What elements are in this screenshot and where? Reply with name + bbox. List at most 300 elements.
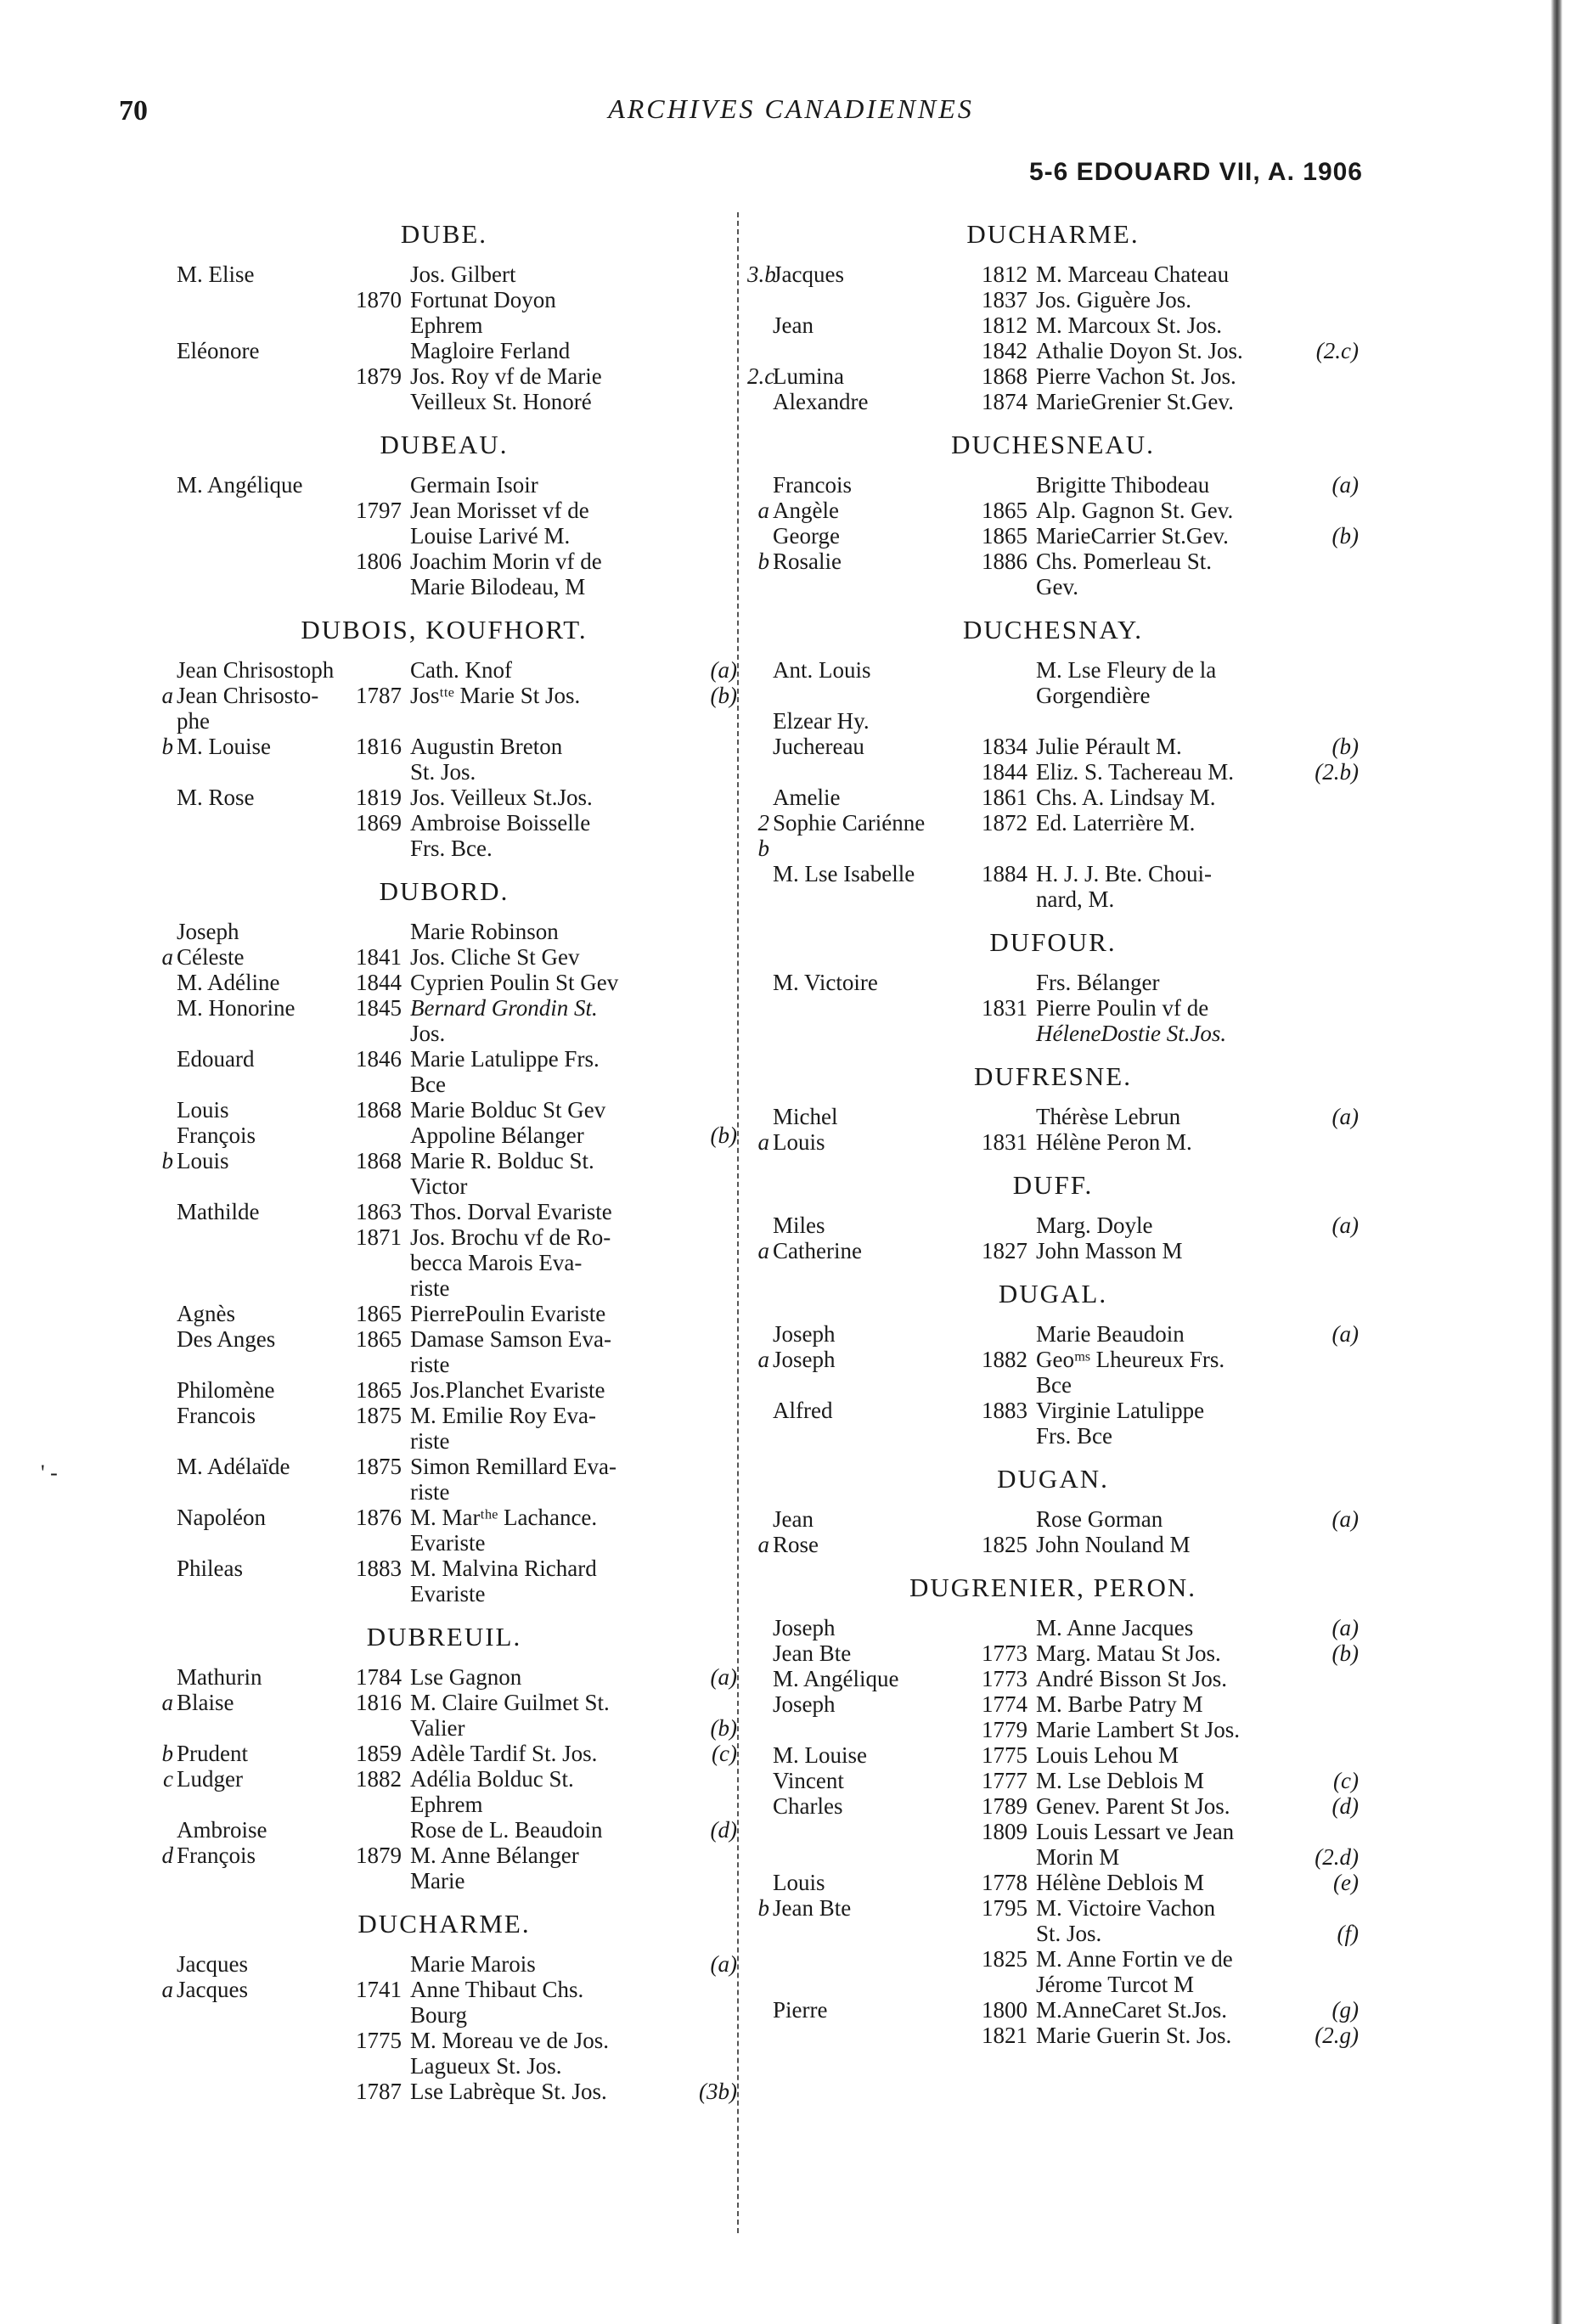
given-name (773, 1844, 977, 1870)
spouse-place: Thérèse Lebrun (1036, 1104, 1181, 1129)
given-name (177, 1021, 351, 1046)
entry-marker: a (757, 1347, 769, 1372)
genealogy-entry (151, 1843, 737, 1868)
entry-marker (747, 683, 773, 708)
spouse-place: M. Anne Fortin ve de (1036, 1946, 1233, 1972)
genealogy-entry (151, 1664, 737, 1690)
spouse-place: H. J. J. Bte. Choui- (1036, 861, 1213, 886)
genealogy-entry (747, 262, 1359, 287)
given-name (773, 995, 977, 1021)
reference-letter: (a) (1331, 1321, 1359, 1347)
entry-marker (151, 549, 177, 574)
genealogy-entry (747, 1021, 1359, 1046)
given-name (177, 2053, 351, 2079)
genealogy-entry (747, 472, 1359, 498)
genealogy-entry (151, 1715, 737, 1741)
genealogy-entry (747, 1895, 1359, 1921)
entry-marker (747, 1104, 773, 1129)
given-name: Ant. Louis (773, 657, 871, 683)
genealogy-entry (151, 2028, 737, 2053)
entry-marker (151, 1817, 177, 1843)
entry-marker (747, 861, 773, 886)
spouse-place: Lagueux St. Jos. (410, 2053, 562, 2079)
marriage-year (351, 1715, 410, 1741)
given-name (177, 549, 351, 574)
genealogy-entry (151, 1250, 737, 1275)
marriage-year (977, 472, 1036, 498)
spouse-place: Jos. Roy vf de Marie (410, 363, 602, 389)
marriage-year: 1812 (982, 312, 1027, 338)
given-name (177, 1352, 351, 1377)
given-name: Charles (773, 1793, 843, 1819)
spouse-place: nard, M. (1036, 886, 1115, 912)
marriage-year (351, 708, 410, 734)
genealogy-entry (151, 1403, 737, 1428)
genealogy-entry (151, 1868, 737, 1894)
spouse-place: Chs. A. Lindsay M. (1036, 785, 1216, 810)
marriage-year: 1784 (356, 1664, 402, 1690)
spouse-place: M. Marᵗʰᵉ Lachance. (410, 1505, 598, 1530)
marriage-year: 1787 (356, 683, 402, 708)
marriage-year: 1865 (982, 523, 1027, 549)
marriage-year (351, 1530, 410, 1556)
marriage-year: 1886 (982, 549, 1027, 574)
entry-marker (151, 2053, 177, 2079)
genealogy-entry (747, 1532, 1359, 1557)
entry-marker (151, 2079, 177, 2104)
entry-marker (151, 1046, 177, 1072)
entry-marker: d (161, 1843, 173, 1868)
given-name: Sophie Cariénne (773, 810, 926, 836)
marriage-year (977, 1372, 1036, 1398)
entry-marker (747, 1423, 773, 1449)
spouse-place: M. Barbe Patry M (1036, 1691, 1203, 1717)
reference-letter: (3b) (699, 2079, 737, 2104)
spouse-place: Jos. Veilleux St.Jos. (410, 785, 593, 810)
marriage-year: 1841 (356, 944, 402, 970)
given-name (177, 574, 351, 599)
genealogy-entry (747, 1321, 1359, 1347)
genealogy-entry (747, 1506, 1359, 1532)
spouse-place: Bce (1036, 1372, 1072, 1398)
marriage-year: 1874 (982, 389, 1027, 414)
spouse-place: Veilleux St. Honoré (410, 389, 592, 414)
given-name (177, 2028, 351, 2053)
given-name: François (177, 1123, 256, 1148)
given-name: Rosalie (773, 549, 842, 574)
given-name: Joseph (773, 1691, 836, 1717)
marriage-year (351, 1072, 410, 1097)
spouse-place: Marie Beaudoin (1036, 1321, 1185, 1347)
spouse-place: MarieCarrier St.Gev. (1036, 523, 1229, 549)
marriage-year (977, 1021, 1036, 1046)
marriage-year: 1879 (356, 1843, 402, 1868)
marriage-year: 1865 (356, 1326, 402, 1352)
marriage-year: 1845 (356, 995, 402, 1021)
given-name (177, 1581, 351, 1607)
page-edge-shadow (1551, 0, 1562, 2324)
spouse-place: Jos. Giguère Jos. (1036, 287, 1191, 312)
spouse-place: Louis Lehou M (1036, 1742, 1179, 1768)
surname-heading: DUCHESNEAU. (951, 430, 1155, 459)
genealogy-entry (151, 785, 737, 810)
given-name (773, 1946, 977, 1972)
spouse-place: Athalie Doyon St. Jos. (1036, 338, 1243, 363)
marriage-year: 1837 (982, 287, 1027, 312)
reference-letter: (g) (1331, 1997, 1359, 2023)
spouse-place: Marie Bolduc St Gev (410, 1097, 606, 1123)
given-name (773, 683, 977, 708)
entry-marker (151, 2028, 177, 2053)
genealogy-entry (747, 886, 1359, 912)
entry-marker (747, 759, 773, 785)
genealogy-entry (151, 2053, 737, 2079)
marriage-year: 1819 (356, 785, 402, 810)
marriage-year: 1831 (982, 1129, 1027, 1155)
marriage-year (351, 2002, 410, 2028)
given-name (773, 574, 977, 599)
genealogy-entry (747, 1946, 1359, 1972)
marriage-year: 1846 (356, 1046, 402, 1072)
spouse-place: Pierre Poulin vf de (1036, 995, 1209, 1021)
genealogy-entry (151, 1275, 737, 1301)
genealogy-entry (151, 1792, 737, 1817)
genealogy-entry (151, 338, 737, 363)
genealogy-entry (151, 1581, 737, 1607)
given-name: Juchereau (773, 734, 864, 759)
genealogy-entry (151, 1428, 737, 1454)
given-name: Jean Chrisosto- (177, 683, 319, 708)
spouse-place: Marie Latulippe Frs. (410, 1046, 600, 1072)
marriage-year (977, 886, 1036, 912)
entry-marker (151, 574, 177, 599)
spouse-place: Gev. (1036, 574, 1078, 599)
entry-marker (747, 2023, 773, 2048)
genealogy-entry (151, 1817, 737, 1843)
marriage-year: 1809 (982, 1819, 1027, 1844)
entry-marker (151, 1123, 177, 1148)
entry-marker (747, 734, 773, 759)
reference-letter: (c) (712, 1741, 737, 1766)
given-name: Blaise (177, 1690, 234, 1715)
given-name: Agnès (177, 1301, 235, 1326)
given-name (773, 2023, 977, 2048)
given-name (177, 1868, 351, 1894)
marriage-year (351, 1817, 410, 1843)
spouse-place: M. Emilie Roy Eva- (410, 1403, 596, 1428)
spouse-place: Jérome Turcot M (1036, 1972, 1195, 1997)
marriage-year (977, 1321, 1036, 1347)
genealogy-entry (151, 363, 737, 389)
given-name: Francois (177, 1403, 256, 1428)
entry-marker (747, 1742, 773, 1768)
given-name: Louis (773, 1870, 825, 1895)
reference-letter: (2.c) (1315, 338, 1359, 363)
given-name (177, 1715, 351, 1741)
marriage-year: 1884 (982, 861, 1027, 886)
marriage-year: 1806 (356, 549, 402, 574)
given-name: Louis (177, 1097, 229, 1123)
entry-marker (151, 1377, 177, 1403)
genealogy-entry (747, 338, 1359, 363)
spouse-place: Pierre Vachon St. Jos. (1036, 363, 1236, 389)
spouse-place: M. Victoire Vachon (1036, 1895, 1216, 1921)
genealogy-entry (747, 1238, 1359, 1263)
given-name: Jacques (773, 262, 844, 287)
genealogy-entry (151, 1224, 737, 1250)
marriage-year: 1883 (982, 1398, 1027, 1423)
genealogy-entry (747, 759, 1359, 785)
genealogy-entry (747, 312, 1359, 338)
reference-letter: (b) (1331, 734, 1359, 759)
marriage-year (351, 389, 410, 414)
spouse-place: Lse Gagnon (410, 1664, 522, 1690)
given-name: Prudent (177, 1741, 248, 1766)
entry-marker (151, 1199, 177, 1224)
marriage-year: 1789 (982, 1793, 1027, 1819)
given-name: M. Lse Isabelle (773, 861, 915, 886)
genealogy-entry (747, 363, 1359, 389)
spouse-place: M. Marceau Chateau (1036, 262, 1230, 287)
spouse-place: PierrePoulin Evariste (410, 1301, 606, 1326)
surname-heading: DUBREUIL. (366, 1622, 522, 1652)
genealogy-entry (747, 1717, 1359, 1742)
given-name: Catherine (773, 1238, 862, 1263)
genealogy-entry (151, 1377, 737, 1403)
reference-letter: (a) (710, 657, 737, 683)
spouse-place: M. Anne Bélanger (410, 1843, 579, 1868)
given-name: Ludger (177, 1766, 243, 1792)
given-name: Vincent (773, 1768, 844, 1793)
spouse-place: Appoline Bélanger (410, 1123, 584, 1148)
given-name: Des Anges (177, 1326, 276, 1352)
marriage-year: 1872 (982, 810, 1027, 836)
entry-marker (747, 389, 773, 414)
entry-marker (151, 1072, 177, 1097)
spouse-place: Jos. Cliche St Gev (410, 944, 580, 970)
reference-letter: (d) (1331, 1793, 1359, 1819)
spouse-place: Eliz. S. Tachereau M. (1036, 759, 1235, 785)
marriage-year: 1741 (356, 1977, 402, 2002)
spouse-place (410, 708, 737, 734)
spouse-place: M. Malvina Richard (410, 1556, 597, 1581)
genealogy-entry (747, 1768, 1359, 1793)
given-name (177, 1072, 351, 1097)
entry-marker (151, 1224, 177, 1250)
genealogy-entry (747, 523, 1359, 549)
given-name: Alfred (773, 1398, 833, 1423)
genealogy-entry (151, 1766, 737, 1792)
genealogy-entry (747, 574, 1359, 599)
spouse-place: Gorgendière (1036, 683, 1151, 708)
given-name: M. Adéline (177, 970, 280, 995)
entry-marker (151, 1326, 177, 1352)
given-name: Pierre (773, 1997, 828, 2023)
marriage-year: 1774 (982, 1691, 1027, 1717)
given-name (177, 389, 351, 414)
genealogy-entry (151, 1690, 737, 1715)
marriage-year: 1775 (982, 1742, 1027, 1768)
entry-marker (151, 1097, 177, 1123)
genealogy-entry (151, 1505, 737, 1530)
spouse-place: Frs. Bce (1036, 1423, 1112, 1449)
entry-marker (151, 1301, 177, 1326)
marriage-year (351, 1173, 410, 1199)
spouse-place: Magloire Ferland (410, 338, 571, 363)
genealogy-entry (151, 836, 737, 861)
genealogy-entry (747, 2023, 1359, 2048)
genealogy-entry (747, 1921, 1359, 1946)
reference-letter: (b) (710, 1123, 737, 1148)
surname-heading: DUBOIS, KOUFHORT. (301, 615, 588, 644)
marriage-year: 1863 (356, 1199, 402, 1224)
genealogy-entry (747, 1104, 1359, 1129)
marriage-year (977, 970, 1036, 995)
marriage-year: 1875 (356, 1403, 402, 1428)
marriage-year (351, 1250, 410, 1275)
entry-marker (151, 995, 177, 1021)
spouse-place: Julie Pérault M. (1036, 734, 1182, 759)
reference-letter: (a) (1331, 1506, 1359, 1532)
genealogy-entry (151, 995, 737, 1021)
spouse-place: HéleneDostie St.Jos. (1036, 1021, 1227, 1046)
given-name (773, 338, 977, 363)
spouse-place: Jos. Brochu vf de Ro- (410, 1224, 611, 1250)
spouse-place: riste (410, 1352, 450, 1377)
given-name (177, 810, 351, 836)
marriage-year (351, 1428, 410, 1454)
spouse-place: Lse Labrèque St. Jos. (410, 2079, 607, 2104)
entry-marker (747, 1793, 773, 1819)
marriage-year: 1816 (356, 734, 402, 759)
entry-marker (747, 1921, 773, 1946)
entry-marker: 2.c (747, 363, 775, 389)
genealogy-entry (747, 861, 1359, 886)
marriage-year: 1865 (356, 1377, 402, 1403)
marriage-year: 1879 (356, 363, 402, 389)
entry-marker (747, 1398, 773, 1423)
entry-marker (151, 919, 177, 944)
spouse-place: Rose Gorman (1036, 1506, 1163, 1532)
spouse-place: Jos. Gilbert (410, 262, 516, 287)
spouse-place: MarieGrenier St.Gev. (1036, 389, 1234, 414)
genealogy-entry (747, 657, 1359, 683)
given-name: Angèle (773, 498, 839, 523)
surname-heading: DUFF. (1012, 1170, 1094, 1200)
genealogy-entry (151, 1951, 737, 1977)
marriage-year: 1787 (356, 2079, 402, 2104)
marriage-year (351, 759, 410, 785)
genealogy-entry (151, 708, 737, 734)
surname-heading: DUCHARME. (357, 1909, 531, 1939)
reference-letter: (2.d) (1315, 1844, 1359, 1870)
given-name: Eléonore (177, 338, 260, 363)
genealogy-entry (151, 1148, 737, 1173)
entry-marker (747, 1717, 773, 1742)
entry-marker (151, 1275, 177, 1301)
marriage-year: 1870 (356, 287, 402, 312)
given-name: Ambroise (177, 1817, 267, 1843)
spouse-place: Ed. Laterrière M. (1036, 810, 1196, 836)
marriage-year: 1871 (356, 1224, 402, 1250)
marriage-year: 1827 (982, 1238, 1027, 1263)
given-name (177, 836, 351, 861)
genealogy-entry (747, 995, 1359, 1021)
entry-marker (747, 1506, 773, 1532)
reference-letter: (f) (1337, 1921, 1359, 1946)
surname-heading: DUBE. (400, 219, 488, 249)
marriage-year (351, 312, 410, 338)
entry-marker: a (161, 944, 173, 970)
genealogy-entry (151, 944, 737, 970)
given-name: Francois (773, 472, 852, 498)
marriage-year: 1778 (982, 1870, 1027, 1895)
marriage-year: 1844 (356, 970, 402, 995)
entry-marker (151, 1664, 177, 1690)
genealogy-entry (151, 498, 737, 523)
entry-marker (151, 2002, 177, 2028)
given-name (177, 1479, 351, 1505)
genealogy-entry (151, 549, 737, 574)
genealogy-entry (151, 657, 737, 683)
marriage-year (977, 1213, 1036, 1238)
marriage-year: 1800 (982, 1997, 1027, 2023)
genealogy-entry (747, 1844, 1359, 1870)
spouse-place: Marie Bilodeau, M (410, 574, 586, 599)
marriage-year (977, 1921, 1036, 1946)
entry-marker (151, 287, 177, 312)
spouse-place: M. Claire Guilmet St. (410, 1690, 610, 1715)
marriage-year (351, 1868, 410, 1894)
reference-letter: (a) (710, 1664, 737, 1690)
genealogy-entry (747, 1972, 1359, 1997)
given-name: M. Louise (773, 1742, 867, 1768)
given-name: Mathilde (177, 1199, 260, 1224)
spouse-place: Louis Lessart ve Jean (1036, 1819, 1235, 1844)
genealogy-entry (747, 1423, 1359, 1449)
entry-marker (151, 836, 177, 861)
marriage-year: 1812 (982, 262, 1027, 287)
reference-letter: (b) (710, 683, 737, 708)
entry-marker: b (161, 1741, 173, 1766)
genealogy-entry (747, 1819, 1359, 1844)
entry-marker (151, 970, 177, 995)
genealogy-entry (151, 2002, 737, 2028)
given-name: Jean Bte (773, 1640, 852, 1666)
given-name: Edouard (177, 1046, 255, 1072)
given-name (177, 1224, 351, 1250)
genealogy-entry (151, 1454, 737, 1479)
given-name (177, 523, 351, 549)
surname-heading: DUGRENIER, PERON. (909, 1573, 1196, 1602)
entry-marker (747, 1321, 773, 1347)
marriage-year (977, 1972, 1036, 1997)
marriage-year: 1831 (982, 995, 1027, 1021)
entry-marker (747, 995, 773, 1021)
spouse-place: Simon Remillard Eva- (410, 1454, 616, 1479)
spouse-place: Hélène Peron M. (1036, 1129, 1192, 1155)
genealogy-entry (747, 810, 1359, 861)
spouse-place: M. Moreau ve de Jos. (410, 2028, 609, 2053)
marriage-year (977, 1423, 1036, 1449)
genealogy-entry (747, 498, 1359, 523)
genealogy-entry (747, 970, 1359, 995)
entry-marker (151, 312, 177, 338)
entry-marker (747, 1870, 773, 1895)
spouse-place: Adèle Tardif St. Jos. (410, 1741, 598, 1766)
reference-letter: (a) (1331, 1104, 1359, 1129)
entry-marker: a (757, 498, 769, 523)
